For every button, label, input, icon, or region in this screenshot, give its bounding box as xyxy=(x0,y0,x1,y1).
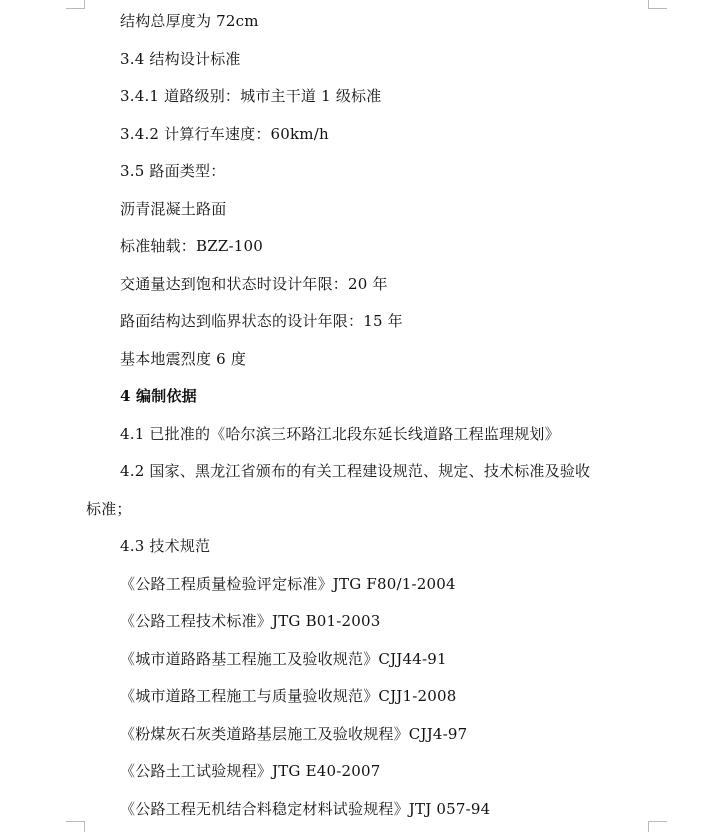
standard-reference: 《公路土工试验规程》JTG E40-2007 xyxy=(120,762,381,780)
text-line: 基本地震烈度 6 度 xyxy=(120,350,247,368)
standard-reference: 《粉煤灰石灰类道路基层施工及验收规程》CJJ4-97 xyxy=(120,725,468,743)
standard-reference: 《城市道路工程施工与质量验收规范》CJJ1-2008 xyxy=(120,687,457,705)
page-corner-mark-bottom-right xyxy=(648,821,667,832)
standard-reference: 《公路工程技术标准》JTG B01-2003 xyxy=(120,612,381,630)
text-line: 3.4.2 计算行车速度：60km/h xyxy=(120,125,329,143)
text-line: 3.4.1 道路级别：城市主干道 1 级标准 xyxy=(120,87,382,105)
section-heading: 4.3 技术规范 xyxy=(120,537,211,555)
text-line: 沥青混凝土路面 xyxy=(120,200,227,218)
standard-reference: 《公路工程质量检验评定标准》JTG F80/1-2004 xyxy=(120,575,456,593)
section-heading: 3.5 路面类型： xyxy=(120,162,226,180)
text-line-continuation: 标准； xyxy=(86,500,132,518)
text-line: 4.2 国家、黑龙江省颁布的有关工程建设规范、规定、技术标准及验收 xyxy=(120,462,591,480)
standard-reference: 《公路工程无机结合料稳定材料试验规程》JTJ 057-94 xyxy=(120,800,491,818)
standard-reference: 《城市道路路基工程施工及验收规范》CJJ44-91 xyxy=(120,650,447,668)
text-line: 交通量达到饱和状态时设计年限：20 年 xyxy=(120,275,388,293)
page-corner-mark-top-right xyxy=(648,0,667,9)
section-heading: 3.4 结构设计标准 xyxy=(120,50,241,68)
text-line: 标准轴载：BZZ-100 xyxy=(120,237,263,255)
text-line: 结构总厚度为 72cm xyxy=(120,12,259,30)
chapter-heading: 4 编制依据 xyxy=(120,387,197,405)
page-corner-mark-top-left xyxy=(66,0,85,9)
text-line: 路面结构达到临界状态的设计年限：15 年 xyxy=(120,312,403,330)
text-line: 4.1 已批准的《哈尔滨三环路江北段东延长线道路工程监理规划》 xyxy=(120,425,560,443)
page-corner-mark-bottom-left xyxy=(66,821,85,832)
